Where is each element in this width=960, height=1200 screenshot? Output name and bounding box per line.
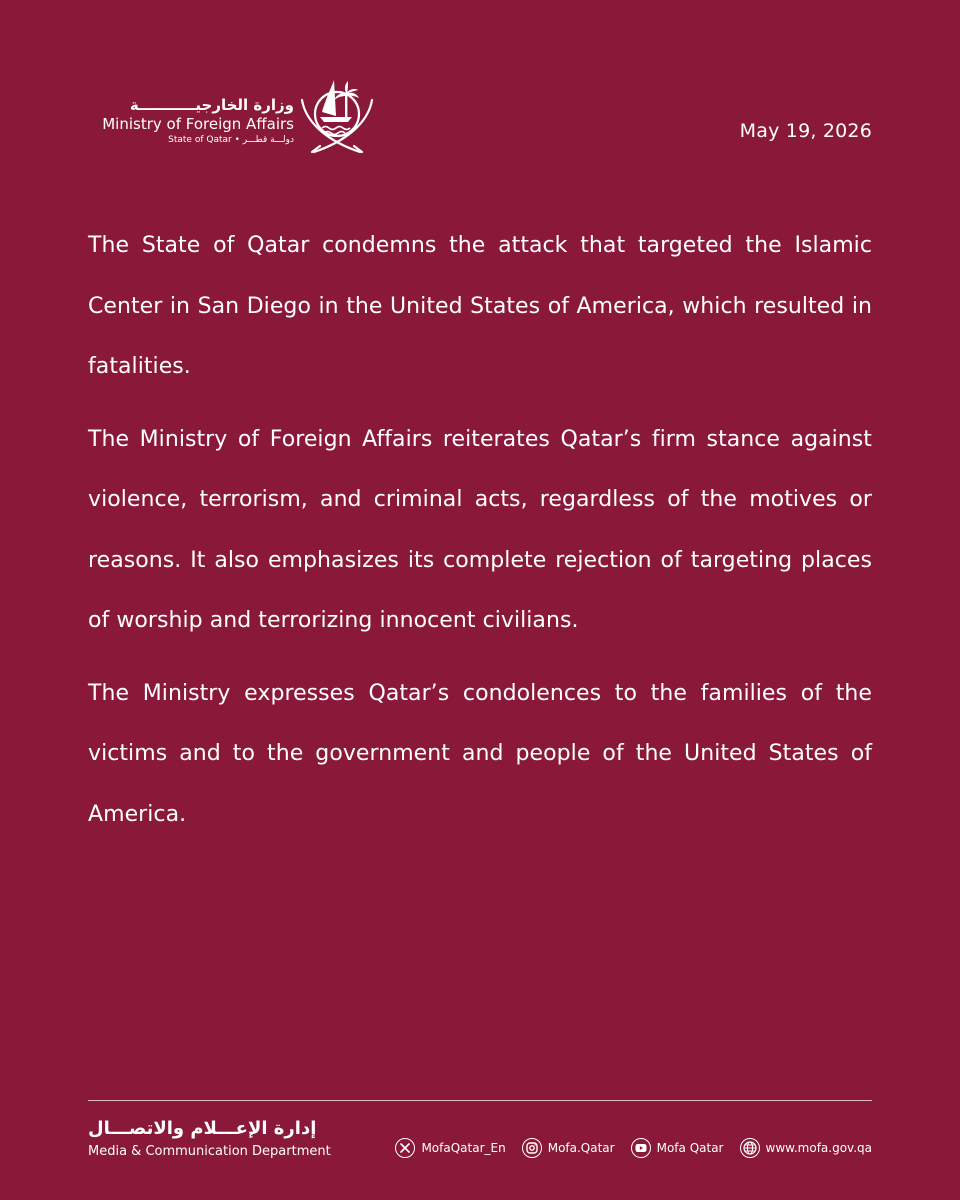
social-instagram[interactable] (522, 1138, 615, 1158)
ministry-logo (88, 72, 378, 160)
social-instagram-label: Mofa.Qatar (547, 1141, 615, 1155)
globe-icon (740, 1138, 760, 1158)
state-of-qatar-line: State of Qatar • دولـــة قطـــر (168, 135, 294, 145)
x-icon (395, 1138, 415, 1158)
department-name-arabic: إدارة الإعـــلام والاتصـــال (88, 1118, 317, 1139)
footer-divider (88, 1100, 872, 1101)
statement-paragraph: The Ministry of Foreign Affairs reiterates Qatar’s firm stance against violence, terrorism, and criminal acts, regardless of the motives or reasons. It also emphasizes its complete rejection of targeting places of worship and terrorizing innocent civilians. (88, 426, 872, 633)
social-x-label: MofaQatar_En (421, 1141, 506, 1155)
statement-paragraph: The Ministry expresses Qatar’s condolences to the families of the victims and to the government and people of the United States of America. (88, 680, 872, 827)
header (88, 72, 872, 162)
department-block (88, 1118, 331, 1162)
social-website[interactable] (740, 1138, 873, 1158)
social-links (395, 1136, 872, 1160)
ministry-name-arabic: وزارة الخارجيـــــــــــة (129, 96, 294, 114)
statement-paragraph: The State of Qatar condemns the attack that targeted the Islamic Center in San Diego in the United States of America, which resulted in fatalities. (88, 233, 872, 379)
ministry-name-english: Ministry of Foreign Affairs (102, 115, 294, 133)
youtube-icon (631, 1138, 651, 1158)
qatar-emblem-icon (296, 72, 378, 156)
social-youtube[interactable] (631, 1138, 724, 1158)
department-name-english: Media & Communication Department (88, 1144, 331, 1159)
instagram-icon (522, 1138, 542, 1158)
logo-text (102, 96, 294, 147)
social-x[interactable] (395, 1138, 505, 1158)
social-website-label: www.mofa.gov.qa (765, 1141, 872, 1155)
statement-body (88, 216, 872, 857)
statement-date: May 19, 2026 (739, 120, 872, 142)
social-youtube-label: Mofa Qatar (656, 1141, 724, 1155)
